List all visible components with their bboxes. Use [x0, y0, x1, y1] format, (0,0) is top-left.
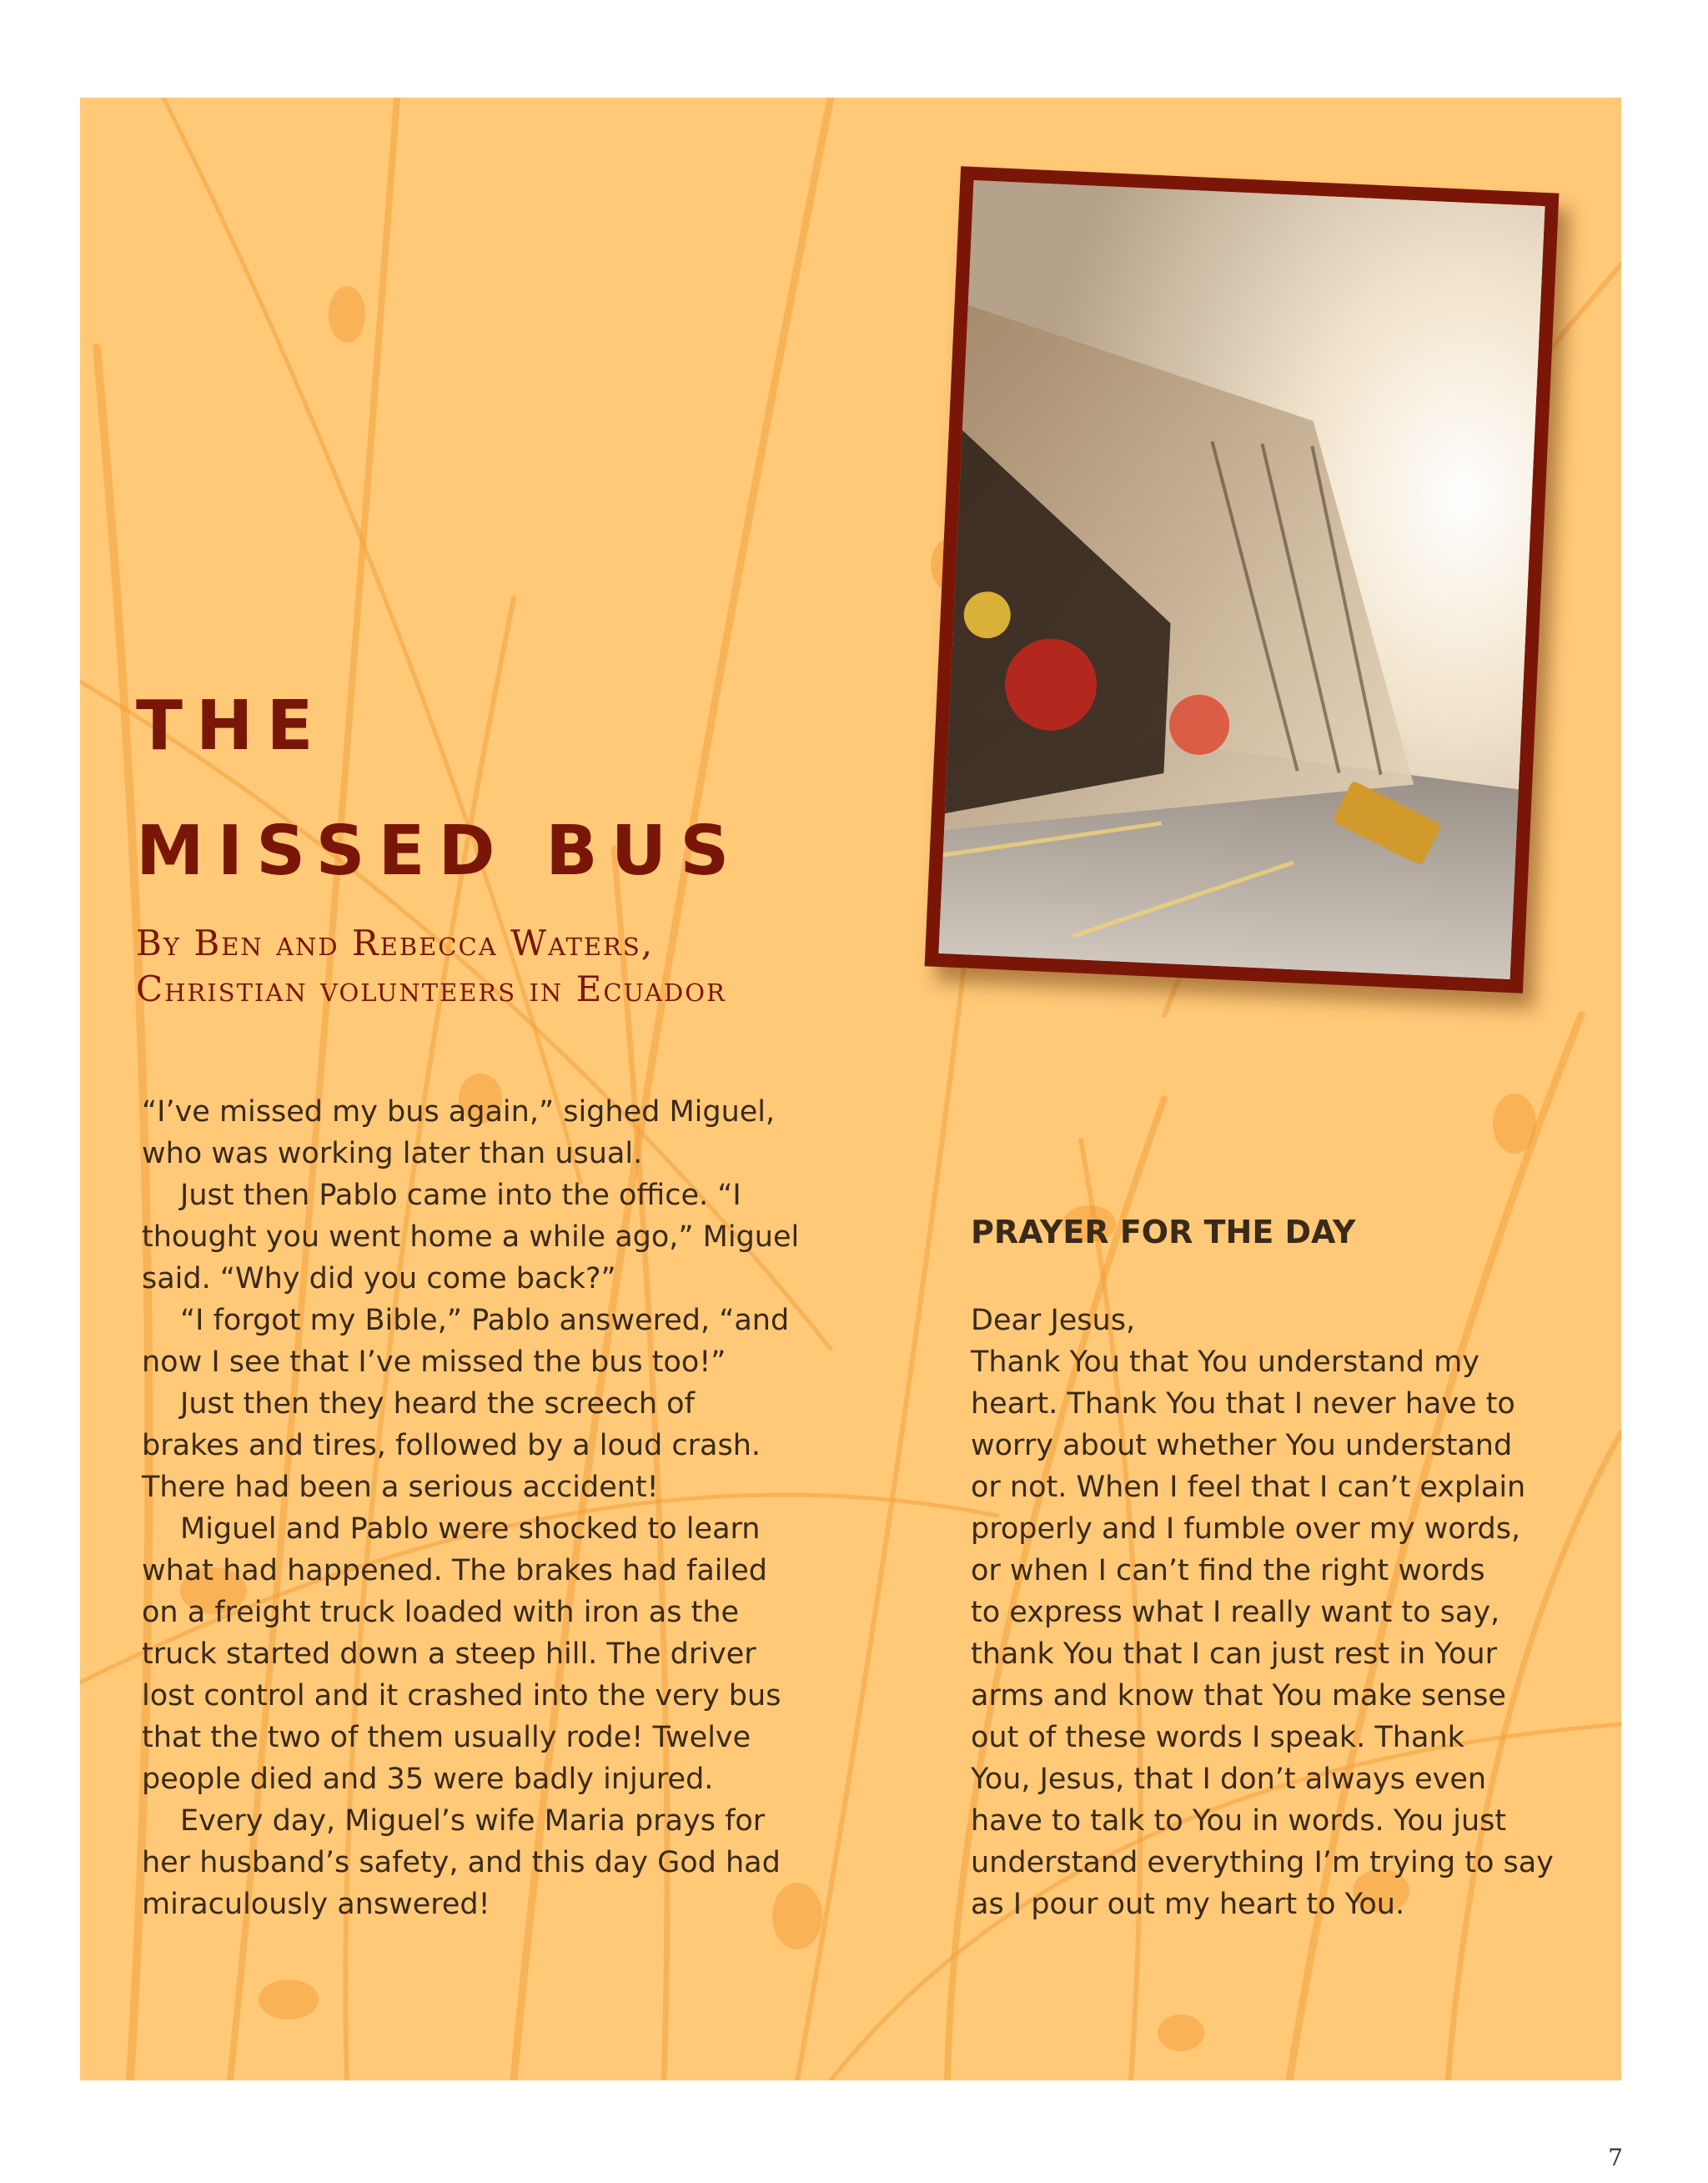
story-line: Just then Pablo came into the office. “I: [180, 1179, 741, 1212]
story-line: “I’ve missed my bus again,” sighed Miguel,: [142, 1095, 776, 1129]
byline-line-2: Christian volunteers in Ecuador: [136, 968, 726, 1009]
story-line: what had happened. The brakes had failed: [142, 1554, 767, 1587]
story-line: now I see that I’ve missed the bus too!”: [142, 1346, 726, 1379]
story-line: Miguel and Pablo were shocked to learn: [180, 1512, 761, 1546]
story-line: truck started down a steep hill. The driver: [142, 1637, 756, 1671]
prayer-line: out of these words I speak. Thank: [971, 1721, 1464, 1754]
story-line: people died and 35 were badly injured.: [142, 1763, 714, 1796]
prayer-line: understand everything I’m trying to say: [971, 1846, 1554, 1879]
byline-line-1: By Ben and Rebecca Waters,: [136, 923, 655, 963]
story-line: thought you went home a while ago,” Miguel: [142, 1220, 800, 1254]
story-line: on a freight truck loaded with iron as the: [142, 1596, 740, 1629]
prayer-line: to express what I really want to say,: [971, 1596, 1500, 1629]
prayer-line: Thank You that You understand my: [971, 1346, 1479, 1379]
story-line: her husband’s safety, and this day God had: [142, 1846, 781, 1879]
story-line: There had been a serious accident!: [142, 1471, 659, 1504]
story-text: [142, 1091, 859, 1925]
story-line: miraculously answered!: [142, 1888, 490, 1921]
article-title-line-2: MISSED BUS: [136, 812, 743, 891]
story-line: that the two of them usually rode! Twelve: [142, 1721, 751, 1754]
story-line: said. “Why did you come back?”: [142, 1262, 616, 1295]
story-line: Just then they heard the screech of: [180, 1387, 695, 1421]
prayer-line: You, Jesus, that I don’t always even: [971, 1763, 1487, 1796]
prayer-line: or not. When I feel that I can’t explain: [971, 1471, 1526, 1504]
truck-photo-frame: [925, 166, 1560, 993]
story-line: Every day, Miguel’s wife Maria prays for: [180, 1804, 766, 1838]
speeding-truck-photo: [938, 180, 1545, 979]
page-number: 7: [1608, 2144, 1623, 2171]
story-line: brakes and tires, followed by a loud crash.: [142, 1429, 761, 1462]
prayer-text: [971, 1300, 1605, 1925]
prayer-line: or when I can’t find the right words: [971, 1554, 1485, 1587]
article-title-line-1: THE: [136, 687, 327, 766]
prayer-line: have to talk to You in words. You just: [971, 1804, 1507, 1838]
prayer-line: thank You that I can just rest in Your: [971, 1637, 1498, 1671]
prayer-line: properly and I fumble over my words,: [971, 1512, 1521, 1546]
story-line: who was working later than usual.: [142, 1137, 643, 1170]
story-line: “I forgot my Bible,” Pablo answered, “and: [180, 1304, 790, 1337]
prayer-line: Dear Jesus,: [971, 1304, 1136, 1337]
prayer-line: heart. Thank You that I never have to: [971, 1387, 1515, 1421]
prayer-line: as I pour out my heart to You.: [971, 1888, 1405, 1921]
story-line: lost control and it crashed into the very bus: [142, 1679, 781, 1713]
prayer-line: arms and know that You make sense: [971, 1679, 1506, 1713]
prayer-line: worry about whether You understand: [971, 1429, 1513, 1462]
prayer-heading: PRAYER FOR THE DAY: [971, 1214, 1356, 1250]
